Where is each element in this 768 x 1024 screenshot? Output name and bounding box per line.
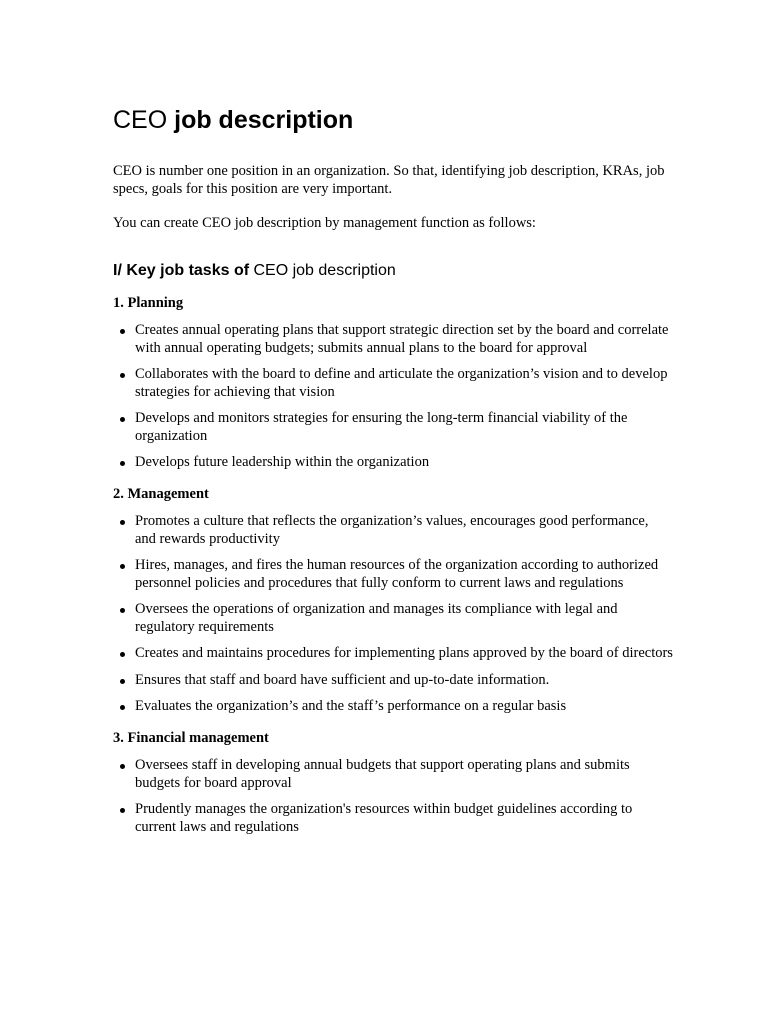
bullet-icon xyxy=(120,808,125,813)
bullet-icon xyxy=(120,705,125,710)
bullet-icon xyxy=(120,329,125,334)
list-item xyxy=(113,645,673,663)
howto-paragraph: You can create CEO job description by management function as follows: xyxy=(113,215,536,231)
list-item xyxy=(113,672,673,690)
section-heading-rest: CEO job description xyxy=(253,261,396,279)
list-item xyxy=(113,454,673,472)
section-heading-bold: I/ Key job tasks of xyxy=(113,261,254,279)
bullet-icon xyxy=(120,679,125,684)
document-title xyxy=(113,103,673,137)
bullet-icon xyxy=(120,652,125,657)
list-item-text: Evaluates the organization’s and the staff’s performance on a regular basis xyxy=(135,698,567,714)
list-item xyxy=(113,410,673,445)
list-item xyxy=(113,698,673,716)
list-item-text: Ensures that staff and board have sufficient and up-to-date information. xyxy=(135,671,550,688)
subheading-management: 2. Management xyxy=(113,485,209,502)
list-item-text: Promotes a culture that reflects the organization’s values, encourages good performance, and rewards productivity xyxy=(135,513,649,547)
list-item-text: Develops future leadership within the organization xyxy=(135,454,430,470)
list-item-text: Oversees staff in developing annual budgets that support operating plans and submits budgets for board approval xyxy=(135,757,630,791)
bullet-icon xyxy=(120,373,125,378)
list-item-text: Creates annual operating plans that support strategic direction set by the board and correlate with annual operating budgets; submits annual plans to the board for approval xyxy=(135,322,669,356)
title-bold: job description xyxy=(174,106,354,134)
financial-task-list xyxy=(113,757,673,836)
title-prefix: CEO xyxy=(113,106,175,134)
list-item-text: Prudently manages the organization's resources within budget guidelines according to current laws and regulations xyxy=(135,801,633,835)
list-item-text: Collaborates with the board to define and articulate the organization’s vision and to develop strategies for achieving that vision xyxy=(135,366,668,400)
bullet-icon xyxy=(120,608,125,613)
list-item xyxy=(113,801,673,836)
intro-paragraph: CEO is number one position in an organization. So that, identifying job description, KRAs, job specs, goals for this position are very important. xyxy=(113,163,665,197)
planning-task-list xyxy=(113,322,673,472)
list-item-text: Oversees the operations of organization and manages its compliance with legal and regulatory requirements xyxy=(135,601,618,635)
bullet-icon xyxy=(120,764,125,769)
list-item xyxy=(113,366,673,401)
list-item-text: Creates and maintains procedures for implementing plans approved by the board of directors xyxy=(135,645,673,661)
list-item xyxy=(113,557,673,592)
list-item xyxy=(113,757,673,792)
list-item xyxy=(113,601,673,636)
section-heading xyxy=(113,261,673,281)
document-content xyxy=(113,103,673,845)
subheading-planning: 1. Planning xyxy=(113,294,184,311)
bullet-icon xyxy=(120,417,125,422)
list-item xyxy=(113,322,673,357)
list-item xyxy=(113,513,673,548)
list-item-text: Develops and monitors strategies for ensuring the long-term financial viability of the organization xyxy=(135,410,628,444)
bullet-icon xyxy=(120,564,125,569)
subheading-financial-management: 3. Financial management xyxy=(113,729,269,746)
list-item-text: Hires, manages, and fires the human resources of the organization according to authorized personnel policies and procedures that fully conform to current laws and regulations xyxy=(135,557,659,591)
bullet-icon xyxy=(120,520,125,525)
management-task-list xyxy=(113,513,673,716)
bullet-icon xyxy=(120,461,125,466)
